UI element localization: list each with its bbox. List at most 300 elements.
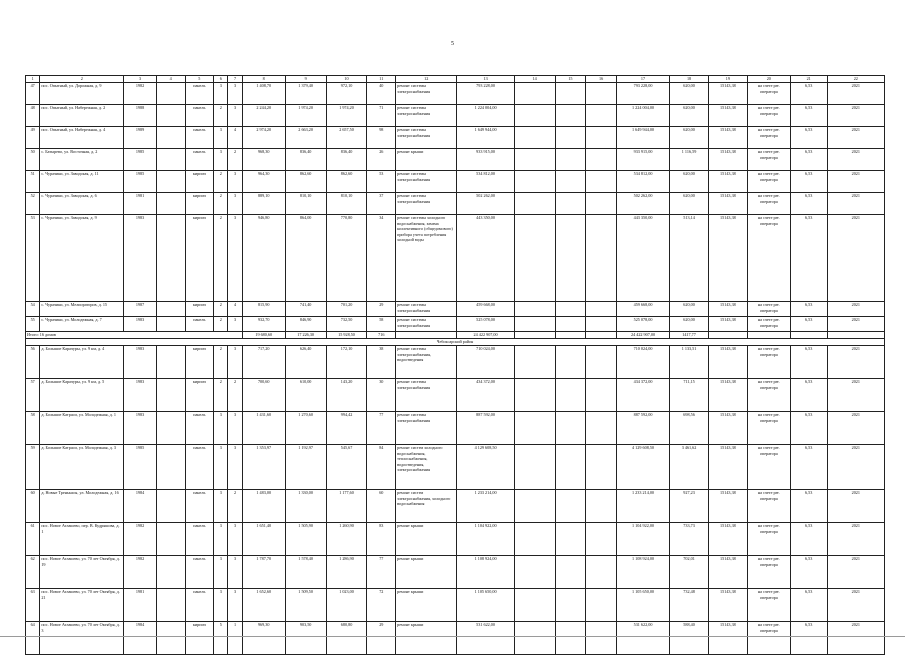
cell-fund-local — [586, 193, 617, 215]
cell-fund-regional — [555, 379, 586, 412]
cell-residents: 58 — [367, 317, 396, 332]
district-name: Чебоксарский район — [26, 339, 885, 346]
cell-floors: 3 — [214, 556, 228, 589]
cell-wall-material: панель — [185, 589, 214, 622]
cell-year-planned: 2021 — [827, 445, 884, 490]
cell-year: 1984 — [124, 622, 157, 655]
cell-address: с. Батырево, ул. Восточная, д. 2 — [40, 149, 124, 171]
cell-cost-total: 1 224 004,00 — [616, 105, 669, 127]
column-header: 22 — [827, 76, 884, 83]
cell-floors: 3 — [214, 149, 228, 171]
cell-owned-area: 1 260,90 — [326, 523, 367, 556]
cell-fund-local — [586, 412, 617, 445]
table-row — [26, 83, 885, 105]
page-edge-line — [0, 636, 905, 637]
cell-row-number: 49 — [26, 127, 40, 149]
cell-work-type: ремонт систем холодного водоснабжения, теплоснабжения, водоотведения, электроснабжения — [396, 445, 457, 490]
cell-total-area: 946,80 — [242, 215, 285, 302]
cell-residents: 83 — [367, 523, 396, 556]
cell-floors: 3 — [214, 127, 228, 149]
cell-living-area: 1 505,90 — [285, 523, 326, 556]
cell-work-type: ремонт системы электроснабжения — [396, 317, 457, 332]
cell-row-number: 52 — [26, 193, 40, 215]
cell-cost: 531 622,00 — [457, 622, 514, 655]
cell-address: с. Чурачики, ул. Молодежная, д. 7 — [40, 317, 124, 332]
cell-cost: 1 233 214,00 — [457, 490, 514, 523]
cell-owned-area: 1 286,90 — [326, 556, 367, 589]
cell-row-number: 64 — [26, 622, 40, 655]
cell-year-planned: 2021 — [827, 302, 884, 317]
cell-rate: 6,53 — [790, 317, 827, 332]
cell-owned-area: 2 657,50 — [326, 127, 367, 149]
cell-cost-total: 887 592,00 — [616, 412, 669, 445]
cell-row-number: 50 — [26, 149, 40, 171]
cell-fund-local — [586, 149, 617, 171]
cell-entrances: 3 — [228, 171, 242, 193]
cell-living-area: 810,10 — [285, 193, 326, 215]
table-row — [26, 622, 885, 655]
cell-work-type: ремонт системы электроснабжения — [396, 171, 457, 193]
cell-fund-federal — [514, 105, 555, 127]
cell-fund-regional — [555, 412, 586, 445]
total-unit-cost: 1417,77 — [670, 332, 709, 339]
cell-year: 1981 — [124, 589, 157, 622]
cell-address: пос. Новое Атлашево, ул. 70 лет Октября, д. 3 — [40, 622, 124, 655]
cell-total-area: 1 652,60 — [242, 589, 285, 622]
cell-year: 1983 — [124, 317, 157, 332]
cell-rate: 6,53 — [790, 523, 827, 556]
cell-work-type: ремонт системы электроснабжения — [396, 412, 457, 445]
cell-year-planned: 2021 — [827, 523, 884, 556]
cell-floors-col — [156, 490, 185, 523]
cell-unit-cost: 3 461,62 — [670, 445, 709, 490]
cell-work-type: ремонт системы электроснабжения — [396, 193, 457, 215]
cell-floors: 2 — [214, 171, 228, 193]
cell-row-number: 58 — [26, 412, 40, 445]
cell-fund-regional — [555, 171, 586, 193]
cell-living-area: 1 578,40 — [285, 556, 326, 589]
cell-max-unit-cost: 15143,38 — [708, 589, 747, 622]
cell-year-planned: 2021 — [827, 105, 884, 127]
cell-fund-regional — [555, 302, 586, 317]
cell-living-area: 846,90 — [285, 317, 326, 332]
cell-rate: 6,53 — [790, 556, 827, 589]
cell-row-number: 51 — [26, 171, 40, 193]
cell-fund-federal — [514, 622, 555, 655]
cell-address: д. Большие Карачуры, ул. 9 км, д. 4 — [40, 346, 124, 379]
column-header: 9 — [285, 76, 326, 83]
cell-fund-method: на счете рег. оператора — [747, 127, 790, 149]
cell-total-area: 1 483,00 — [242, 490, 285, 523]
cell-fund-federal — [514, 523, 555, 556]
cell-floors: 2 — [214, 215, 228, 302]
cell-year: 1982 — [124, 556, 157, 589]
cell-cost: 459 668,00 — [457, 302, 514, 317]
cell-year-planned: 2021 — [827, 317, 884, 332]
column-header: 16 — [586, 76, 617, 83]
cell-owned-area: 701,20 — [326, 302, 367, 317]
cell-fund-method: на счете рег. оператора — [747, 412, 790, 445]
cell-fund-regional — [555, 523, 586, 556]
cell-entrances: 2 — [228, 490, 242, 523]
cell-total-area: 932,70 — [242, 317, 285, 332]
column-header: 12 — [396, 76, 457, 83]
cell-floors-col — [156, 379, 185, 412]
table-row — [26, 127, 885, 149]
cell-entrances: 3 — [228, 556, 242, 589]
table-row — [26, 346, 885, 379]
cell-living-area: 903,50 — [285, 622, 326, 655]
cell-wall-material: панель — [185, 523, 214, 556]
cell-cost-total: 531 622,00 — [616, 622, 669, 655]
cell-floors: 2 — [214, 193, 228, 215]
cell-cost-total: 1 649 944,00 — [616, 127, 669, 149]
cell-unit-cost: 620,00 — [670, 193, 709, 215]
cell-fund-federal — [514, 215, 555, 302]
cell-total-area: 1 408,70 — [242, 83, 285, 105]
cell-living-area: 864,00 — [285, 215, 326, 302]
cell-year-planned: 2021 — [827, 379, 884, 412]
cell-max-unit-cost: 15143,38 — [708, 215, 747, 302]
cell-fund-federal — [514, 317, 555, 332]
table-body-after-total — [26, 346, 885, 655]
cell-floors: 3 — [214, 523, 228, 556]
cell-year-planned: 2021 — [827, 346, 884, 379]
cell-floors: 2 — [214, 346, 228, 379]
cell-owned-area: 143,20 — [326, 379, 367, 412]
cell-total-area: 889,10 — [242, 193, 285, 215]
cell-total-area: 2 974,20 — [242, 127, 285, 149]
cell-floors-col — [156, 412, 185, 445]
cell-owned-area: 1 023,00 — [326, 589, 367, 622]
cell-rate: 6,53 — [790, 149, 827, 171]
cell-year-planned: 2021 — [827, 149, 884, 171]
table-row — [26, 523, 885, 556]
cell-owned-area: 172,10 — [326, 346, 367, 379]
cell-floors: 2 — [214, 379, 228, 412]
cell-entrances: 3 — [228, 589, 242, 622]
table-row — [26, 589, 885, 622]
cell-residents: 38 — [367, 346, 396, 379]
cell-residents: 77 — [367, 412, 396, 445]
cell-fund-federal — [514, 556, 555, 589]
column-header: 20 — [747, 76, 790, 83]
cell-work-type: ремонт крыши — [396, 589, 457, 622]
cell-total-area: 700,60 — [242, 379, 285, 412]
cell-year: 1985 — [124, 171, 157, 193]
cell-fund-regional — [555, 622, 586, 655]
cell-year: 1983 — [124, 412, 157, 445]
cell-address: с. Чурачики, ул. Заводская, д. 9 — [40, 215, 124, 302]
cell-residents: 71 — [367, 105, 396, 127]
cell-unit-cost: 1 133,51 — [670, 346, 709, 379]
column-header: 11 — [367, 76, 396, 83]
total-row — [26, 332, 885, 339]
total-label: Итого: 16 домов — [26, 332, 243, 339]
cell-entrances: 1 — [228, 622, 242, 655]
cell-floors: 3 — [214, 412, 228, 445]
cell-cost-total: 534 812,00 — [616, 171, 669, 193]
cell-cost-total: 1 108 924,00 — [616, 556, 669, 589]
cell-residents: 29 — [367, 622, 396, 655]
cell-floors-col — [156, 215, 185, 302]
cell-cost: 534 812,00 — [457, 171, 514, 193]
cell-row-number: 53 — [26, 215, 40, 302]
cell-fund-regional — [555, 105, 586, 127]
cell-work-type: ремонт системы электроснабжения, водоотведения — [396, 346, 457, 379]
table-row — [26, 379, 885, 412]
cell-fund-regional — [555, 490, 586, 523]
cell-floors: 3 — [214, 445, 228, 490]
cell-living-area: 1 330,00 — [285, 490, 326, 523]
cell-fund-method: на счете рег. оператора — [747, 83, 790, 105]
cell-row-number: 61 — [26, 523, 40, 556]
cell-rate: 6,53 — [790, 445, 827, 490]
cell-fund-local — [586, 302, 617, 317]
column-header: 19 — [708, 76, 747, 83]
cell-fund-federal — [514, 171, 555, 193]
cell-address: д. Новые Тренькасы, ул. Молодежная, д. 16 — [40, 490, 124, 523]
cell-owned-area: 680,80 — [326, 622, 367, 655]
cell-address: пос. Опытный, ул. Набережная, д. 4 — [40, 127, 124, 149]
cell-max-unit-cost: 15143,38 — [708, 317, 747, 332]
cell-row-number: 57 — [26, 379, 40, 412]
cell-wall-material: панель — [185, 127, 214, 149]
cell-fund-local — [586, 556, 617, 589]
cell-unit-cost: 620,00 — [670, 302, 709, 317]
table-row — [26, 171, 885, 193]
cell-living-area: 836,40 — [285, 149, 326, 171]
cell-rate: 6,53 — [790, 379, 827, 412]
cell-living-area: 1 379,40 — [285, 83, 326, 105]
cell-fund-regional — [555, 193, 586, 215]
cell-living-area: 1 270,60 — [285, 412, 326, 445]
cell-work-type: ремонт системы электроснабжения — [396, 105, 457, 127]
table-row — [26, 215, 885, 302]
cell-fund-method: на счете рег. оператора — [747, 149, 790, 171]
cell-fund-local — [586, 445, 617, 490]
cell-entrances: 3 — [228, 83, 242, 105]
column-header: 21 — [790, 76, 827, 83]
cell-residents: 26 — [367, 149, 396, 171]
cell-unit-cost: 620,00 — [670, 83, 709, 105]
cell-unit-cost: 733,73 — [670, 523, 709, 556]
cell-fund-federal — [514, 127, 555, 149]
cell-floors: 2 — [214, 105, 228, 127]
cell-entrances: 3 — [228, 412, 242, 445]
table-row — [26, 317, 885, 332]
cell-cost: 502 262,00 — [457, 193, 514, 215]
cell-living-area: 626,40 — [285, 346, 326, 379]
cell-max-unit-cost: 15143,38 — [708, 127, 747, 149]
cell-wall-material: панель — [185, 445, 214, 490]
cell-cost: 1 224 004,00 — [457, 105, 514, 127]
cell-year-planned: 2021 — [827, 622, 884, 655]
cell-floors: 2 — [214, 302, 228, 317]
cell-living-area: 1 509,50 — [285, 589, 326, 622]
cell-year: 1982 — [124, 83, 157, 105]
cell-wall-material: кирпич — [185, 193, 214, 215]
cell-address: д. Большие Катраси, ул. Молодежная, д. 1 — [40, 412, 124, 445]
cell-work-type: ремонт системы холодного водоснабжения, замена коллективного (общедомового) прибора учета потребления холодной воды — [396, 215, 457, 302]
cell-floors-col — [156, 589, 185, 622]
cell-max-unit-cost: 15143,38 — [708, 346, 747, 379]
cell-fund-federal — [514, 149, 555, 171]
cell-max-unit-cost: 15143,38 — [708, 556, 747, 589]
table-body-before-total — [26, 83, 885, 332]
column-header: 7 — [228, 76, 242, 83]
table-row — [26, 302, 885, 317]
cell-year-planned: 2021 — [827, 215, 884, 302]
cell-cost-total: 710 024,00 — [616, 346, 669, 379]
cell-wall-material: панель — [185, 317, 214, 332]
cell-row-number: 55 — [26, 317, 40, 332]
cell-rate: 6,53 — [790, 215, 827, 302]
cell-work-type: ремонт крыши — [396, 149, 457, 171]
cell-address: пос. Новое Атлашево, пер. В. Кудряшова, д. 1 — [40, 523, 124, 556]
cell-fund-local — [586, 589, 617, 622]
cell-address: с. Чурачики, ул. Заводская, д. 6 — [40, 193, 124, 215]
cell-max-unit-cost: 15143,38 — [708, 445, 747, 490]
cell-entrances: 4 — [228, 302, 242, 317]
cell-row-number: 60 — [26, 490, 40, 523]
cell-year-planned: 2021 — [827, 193, 884, 215]
cell-rate: 6,53 — [790, 589, 827, 622]
cell-fund-federal — [514, 302, 555, 317]
cell-unit-cost: 927,23 — [670, 490, 709, 523]
cell-year: 1985 — [124, 445, 157, 490]
cell-cost-total: 459 668,00 — [616, 302, 669, 317]
cell-residents: 72 — [367, 589, 396, 622]
cell-entrances: 2 — [228, 379, 242, 412]
cell-cost: 1 105 650,00 — [457, 589, 514, 622]
cell-floors-col — [156, 149, 185, 171]
cell-cost-total: 1 233 214,00 — [616, 490, 669, 523]
cell-address: с. Чурачики, ул. Мелиораторов, д. 15 — [40, 302, 124, 317]
cell-cost-total: 1 105 650,00 — [616, 589, 669, 622]
cell-fund-local — [586, 171, 617, 193]
cell-work-type: ремонт крыши — [396, 523, 457, 556]
cell-entrances: 3 — [228, 105, 242, 127]
cell-fund-method: на счете рег. оператора — [747, 105, 790, 127]
cell-unit-cost: 620,00 — [670, 171, 709, 193]
cell-unit-cost: 732,48 — [670, 589, 709, 622]
column-header: 1 — [26, 76, 40, 83]
cell-living-area: 2 663,20 — [285, 127, 326, 149]
cell-wall-material: кирпич — [185, 622, 214, 655]
cell-max-unit-cost: 15143,38 — [708, 149, 747, 171]
cell-rate: 6,53 — [790, 105, 827, 127]
cell-cost-total: 793 228,00 — [616, 83, 669, 105]
cell-row-number: 56 — [26, 346, 40, 379]
cell-floors-col — [156, 127, 185, 149]
cell-owned-area: 810,10 — [326, 193, 367, 215]
cell-residents: 98 — [367, 127, 396, 149]
cell-fund-local — [586, 127, 617, 149]
cell-cost: 4 129 608,50 — [457, 445, 514, 490]
cell-cost: 887 592,00 — [457, 412, 514, 445]
cell-rate: 6,53 — [790, 83, 827, 105]
cell-address: пос. Опытный, ул. Набережная, д. 2 — [40, 105, 124, 127]
cell-entrances: 3 — [228, 215, 242, 302]
cell-max-unit-cost: 15143,38 — [708, 622, 747, 655]
cell-cost-total: 4 129 608,50 — [616, 445, 669, 490]
cell-wall-material: панель — [185, 83, 214, 105]
cell-fund-local — [586, 379, 617, 412]
cell-fund-local — [586, 346, 617, 379]
cell-owned-area: 770,80 — [326, 215, 367, 302]
cell-floors-col — [156, 445, 185, 490]
cell-fund-method: на счете рег. оператора — [747, 215, 790, 302]
cell-unit-cost: 620,00 — [670, 105, 709, 127]
cell-rate: 6,53 — [790, 622, 827, 655]
cell-year-planned: 2021 — [827, 127, 884, 149]
cell-work-type: ремонт системы электроснабжения — [396, 379, 457, 412]
cell-work-type: ремонт крыши — [396, 556, 457, 589]
table-row — [26, 193, 885, 215]
cell-living-area: 862,60 — [285, 171, 326, 193]
cell-entrances: 2 — [228, 149, 242, 171]
cell-fund-method: на счете рег. оператора — [747, 193, 790, 215]
cell-entrances: 3 — [228, 317, 242, 332]
cell-fund-regional — [555, 556, 586, 589]
table-row — [26, 556, 885, 589]
cell-fund-federal — [514, 412, 555, 445]
cell-wall-material: кирпич — [185, 302, 214, 317]
table-row — [26, 412, 885, 445]
cell-living-area: 610,00 — [285, 379, 326, 412]
cell-max-unit-cost: 15143,38 — [708, 490, 747, 523]
cell-fund-regional — [555, 127, 586, 149]
cell-fund-regional — [555, 445, 586, 490]
cell-fund-local — [586, 215, 617, 302]
cell-floors-col — [156, 193, 185, 215]
cell-unit-cost: 711,15 — [670, 379, 709, 412]
cell-rate: 6,53 — [790, 127, 827, 149]
cell-cost: 434 372,00 — [457, 379, 514, 412]
column-header: 18 — [670, 76, 709, 83]
cell-year-planned: 2021 — [827, 171, 884, 193]
cell-wall-material: кирпич — [185, 171, 214, 193]
cell-floors-col — [156, 317, 185, 332]
cell-total-area: 1 787,70 — [242, 556, 285, 589]
total-residents: 716 — [367, 332, 396, 339]
cell-rate: 6,53 — [790, 346, 827, 379]
cell-wall-material: панель — [185, 556, 214, 589]
cell-fund-method: на счете рег. оператора — [747, 556, 790, 589]
cell-owned-area: 994,42 — [326, 412, 367, 445]
cell-address: д. Большие Карачуры, ул. 9 км, д. 5 — [40, 379, 124, 412]
cell-total-area: 964,30 — [242, 171, 285, 193]
cell-year: 1989 — [124, 127, 157, 149]
cell-residents: 40 — [367, 83, 396, 105]
cell-cost: 710 024,00 — [457, 346, 514, 379]
cell-unit-cost: 702,01 — [670, 556, 709, 589]
cell-fund-local — [586, 523, 617, 556]
cell-max-unit-cost: 15143,38 — [708, 412, 747, 445]
total-section — [26, 332, 885, 346]
cell-fund-local — [586, 317, 617, 332]
total-cost-2: 24 422 907,00 — [616, 332, 669, 339]
column-header: 6 — [214, 76, 228, 83]
table-row — [26, 490, 885, 523]
cell-year: 1982 — [124, 523, 157, 556]
cell-floors-col — [156, 556, 185, 589]
cell-fund-method: на счете рег. оператора — [747, 302, 790, 317]
cell-unit-cost: 513,14 — [670, 215, 709, 302]
cell-row-number: 59 — [26, 445, 40, 490]
cell-fund-method: на счете рег. оператора — [747, 589, 790, 622]
